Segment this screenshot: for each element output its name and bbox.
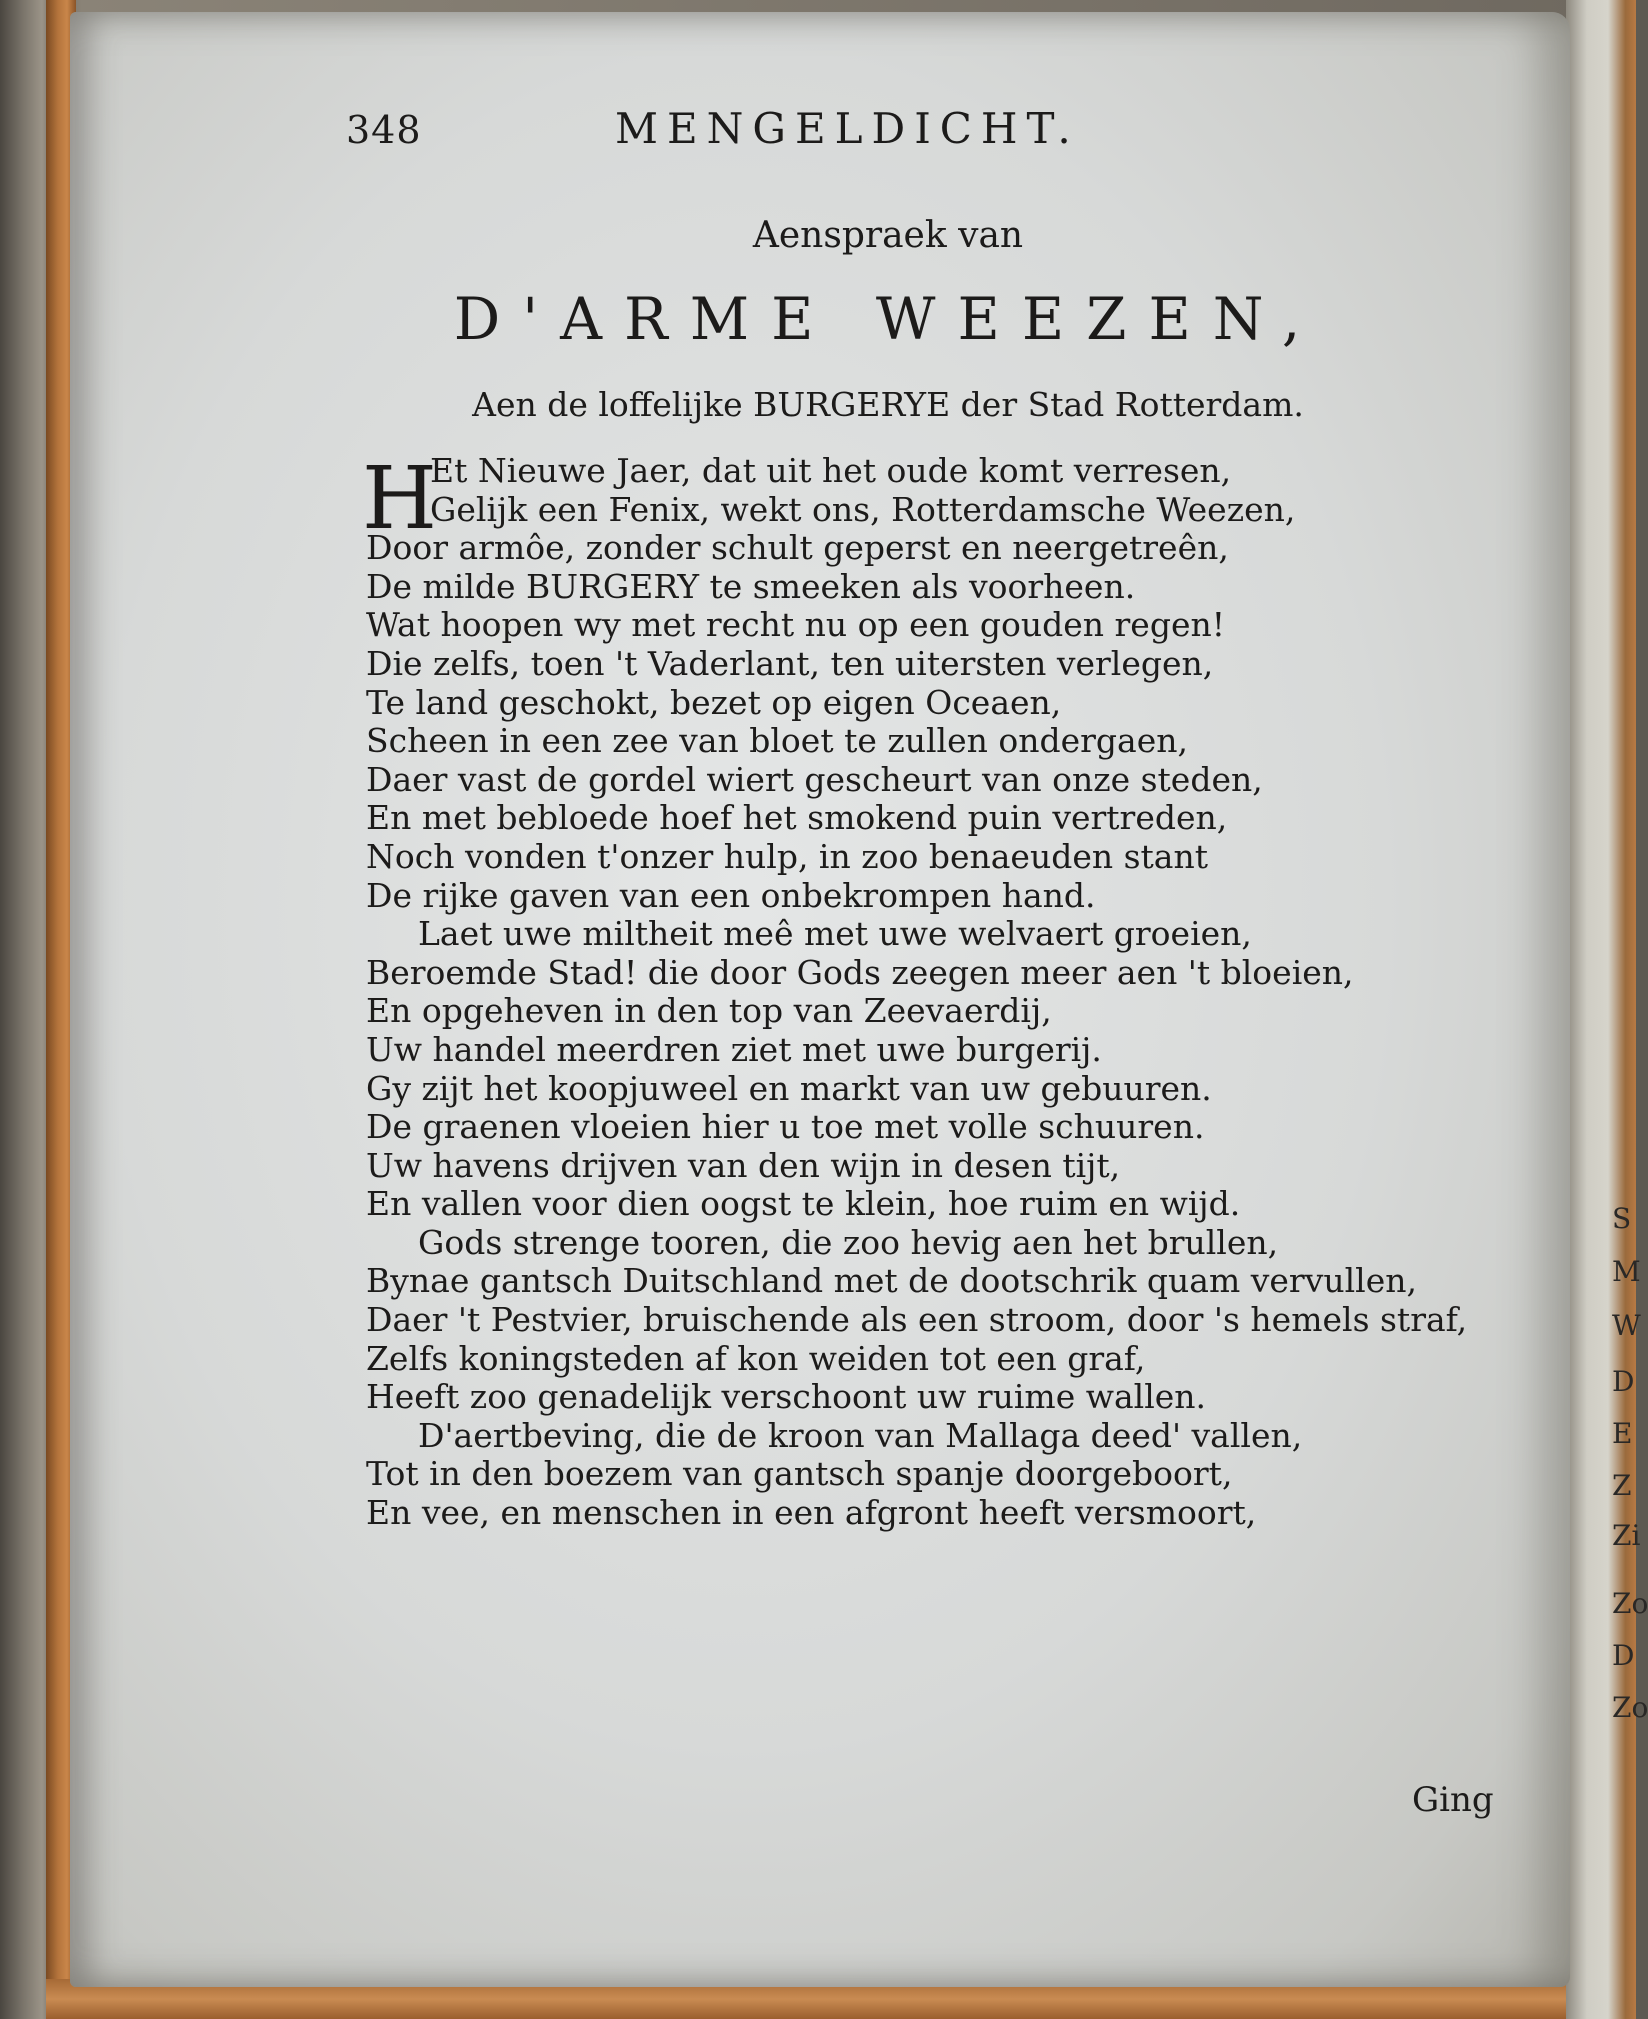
drop-cap: H xyxy=(362,449,437,549)
poem-line: Te land geschokt, bezet op eigen Oceaen, xyxy=(366,682,1062,722)
running-title: MENGELDICHT. xyxy=(615,104,1080,153)
poem-body xyxy=(362,449,1516,1533)
poem-line: Laet uwe miltheit meê met uwe welvaert groeien, xyxy=(418,914,1252,954)
poem-line: Daer 't Pestvier, bruischende als een stroom, door 's hemels straf, xyxy=(366,1300,1468,1340)
poem-line: Gy zijt het koopjuweel en markt van uw gebuuren. xyxy=(366,1068,1212,1108)
poem-title-pre: Aenspraek van xyxy=(752,215,1024,256)
poem-line: Scheen in een zee van bloet te zullen ondergaen, xyxy=(366,721,1188,761)
poem-line: Uw handel meerdren ziet met uwe burgerij. xyxy=(366,1029,1102,1069)
poem-line: En vee, en menschen in een afgront heeft versmoort, xyxy=(366,1493,1257,1533)
poem-line: Beroemde Stad! die door Gods zeegen meer aen 't bloeien, xyxy=(366,952,1354,992)
adjacent-page-letter: W xyxy=(1612,1309,1641,1342)
poem-line: Tot in den boezem van gantsch spanje doorgeboort, xyxy=(366,1454,1233,1494)
poem-title-main: D'ARME WEEZEN, xyxy=(453,285,1323,353)
adjacent-page-letter: D xyxy=(1612,1365,1635,1398)
poem-line: Et Nieuwe Jaer, dat uit het oude komt verresen, xyxy=(430,451,1232,490)
adjacent-page-letter: Z xyxy=(1612,1469,1632,1502)
adjacent-page-letter: Zo xyxy=(1612,1587,1648,1620)
poem-line: Die zelfs, toen 't Vaderlant, ten uitersten verlegen, xyxy=(366,643,1214,683)
poem-line: En vallen voor dien oogst te klein, hoe ruim en wijd. xyxy=(366,1184,1241,1224)
poem-line: De graenen vloeien hier u toe met volle schuuren. xyxy=(366,1107,1205,1147)
poem-line: Heeft zoo genadelijk verschoont uw ruime wallen. xyxy=(366,1377,1207,1417)
adjacent-page-letter: S xyxy=(1612,1202,1632,1235)
poem-line: De milde BURGERY te smeeken als voorheen. xyxy=(366,566,1136,606)
adjacent-page-letter: E xyxy=(1612,1417,1633,1450)
adjacent-page-letter: M xyxy=(1612,1255,1641,1288)
adjacent-page-letter: Zo xyxy=(1612,1691,1648,1724)
poem-line: Door armôe, zonder schult geperst en neergetreên, xyxy=(366,528,1229,568)
poem-line: Bynae gantsch Duitschland met de dootschrik quam vervullen, xyxy=(366,1261,1417,1301)
poem-line: Wat hoopen wy met recht nu op een gouden regen! xyxy=(366,605,1225,645)
poem-line: Gods strenge tooren, die zoo hevig aen het brullen, xyxy=(418,1222,1279,1262)
poem-line: En opgeheven in den top van Zeevaerdij, xyxy=(366,991,1052,1031)
poem-title-dedication: Aen de loffelijke BURGERYE der Stad Rotterdam. xyxy=(472,385,1304,424)
catchword: Ging xyxy=(1412,1780,1494,1820)
poem-line: Gelijk een Fenix, wekt ons, Rotterdamsche Weezen, xyxy=(430,489,1296,529)
poem-line: De rijke gaven van een onbekrompen hand. xyxy=(366,875,1096,915)
adjacent-page-letter: D xyxy=(1612,1639,1635,1672)
poem-line: Uw havens drijven van den wijn in desen tijt, xyxy=(366,1145,1121,1185)
page-number: 348 xyxy=(346,108,422,152)
poem-line: En met bebloede hoef het smokend puin vertreden, xyxy=(366,798,1228,838)
adjacent-page-letter: Zi xyxy=(1612,1519,1641,1552)
poem-line: Zelfs koningsteden af kon weiden tot een graf, xyxy=(366,1338,1146,1378)
poem-line: Noch vonden t'onzer hulp, in zoo benaeuden stant xyxy=(366,836,1208,876)
poem-line: D'aertbeving, die de kroon van Mallaga deed' vallen, xyxy=(418,1415,1303,1455)
poem-line: Daer vast de gordel wiert gescheurt van onze steden, xyxy=(366,759,1263,799)
